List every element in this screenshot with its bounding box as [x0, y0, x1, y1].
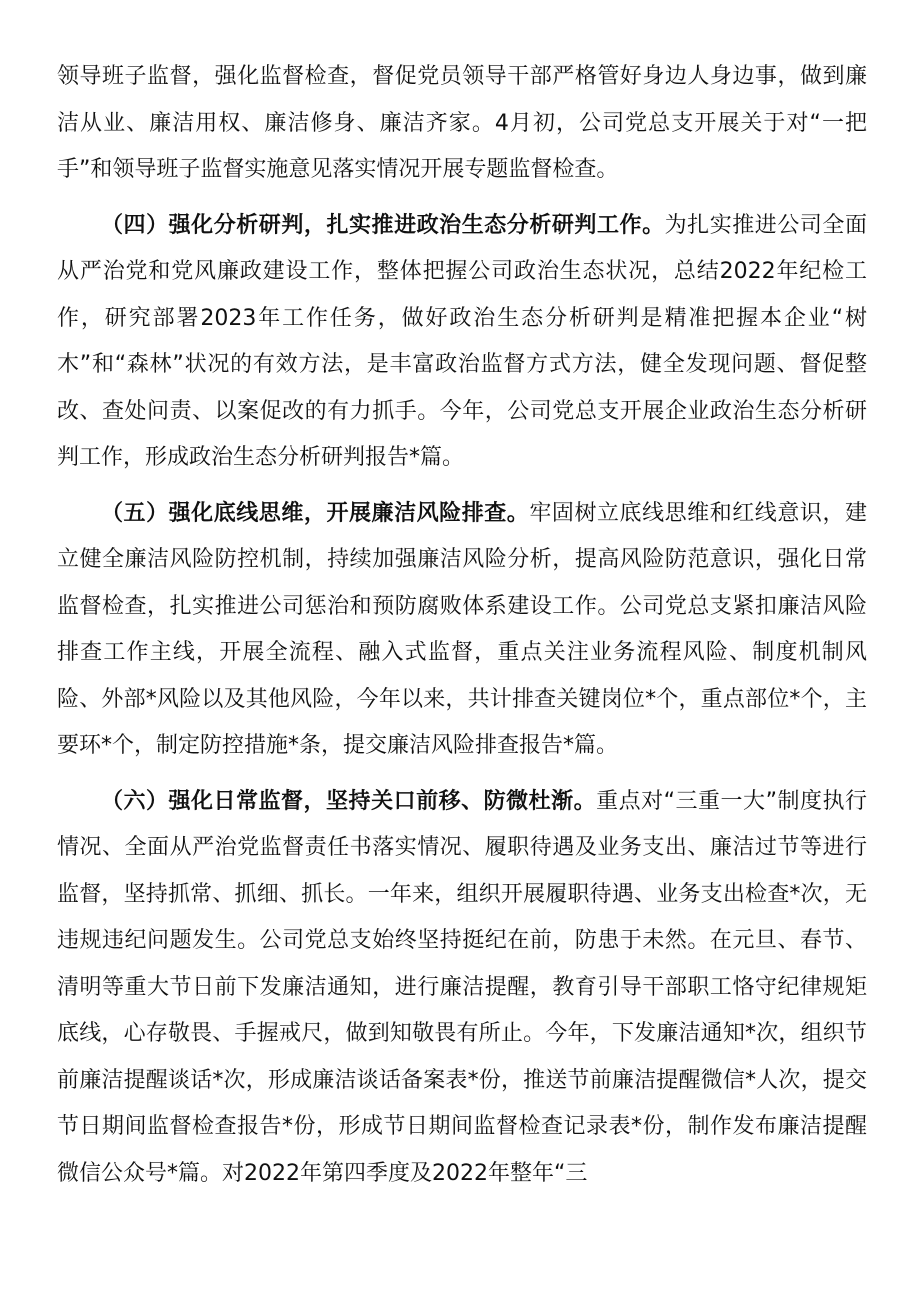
section-heading-4: （四）强化分析研判，扎实推进政治生态分析研判工作。 — [101, 212, 665, 238]
section-heading-5: （五）强化底线思维，开展廉洁风险排查。 — [101, 500, 530, 526]
paragraph-body: 重点对“三重一大”制度执行情况、全面从严治党监督责任书落实情况、履职待遇及业务支出、廉洁过节等进行监督，坚持抓常、抓细、抓长。一年来，组织开展履职待遇、业务支出检查*次，无违规违纪问题发生。公司党总支始终坚持挺纪在前，防患于未然。在元旦、春节、清明等重大节日前下发廉洁通知，进行廉洁提醒，教育引导干部职工恪守纪律规矩底线，心存敬畏、手握戒尺，做到知敬畏有所止。今年，下发廉洁通知*次，组织节前廉洁提醒谈话*次，形成廉洁谈话备案表*份，推送节前廉洁提醒微信*人次，提交节日期间监督检查报告*份，形成节日期间监督检查记录表*份，制作发布廉洁提醒微信公众号*篇。对2022年第四季度及2022年整年“三 — [57, 788, 867, 1186]
paragraph-body: 领导班子监督，强化监督检查，督促党员领导干部严格管好身边人身边事，做到廉洁从业、廉洁用权、廉洁修身、廉洁齐家。4月初，公司党总支开展关于对“一把手”和领导班子监督实施意见落实情况开展专题监督检查。 — [57, 64, 867, 182]
document-page — [57, 0, 867, 1197]
paragraph-body: 为扎实推进公司全面从严治党和党风廉政建设工作，整体把握公司政治生态状况，总结2022年纪检工作，研究部署2023年工作任务，做好政治生态分析研判是精准把握本企业“树木”和“森林”状况的有效方法，是丰富政治监督方式方法，健全发现问题、督促整改、查处问责、以案促改的有力抓手。今年，公司党总支开展企业政治生态分析研判工作，形成政治生态分析研判报告*篇。 — [57, 212, 867, 470]
section-heading-6: （六）强化日常监督，坚持关口前移、防微杜渐。 — [101, 788, 597, 814]
paragraph-continued — [57, 0, 867, 194]
paragraph-section-6 — [57, 779, 867, 1198]
paragraph-section-5 — [57, 491, 867, 770]
paragraph-body: 牢固树立底线思维和红线意识，建立健全廉洁风险防控机制，持续加强廉洁风险分析，提高风险防范意识，强化日常监督检查，扎实推进公司惩治和预防腐败体系建设工作。公司党总支紧扣廉洁风险排查工作主线，开展全流程、融入式监督，重点关注业务流程风险、制度机制风险、外部*风险以及其他风险，今年以来，共计排查关键岗位*个，重点部位*个，主要环*个，制定防控措施*条，提交廉洁风险排查报告*篇。 — [57, 500, 867, 758]
paragraph-section-4 — [57, 203, 867, 482]
